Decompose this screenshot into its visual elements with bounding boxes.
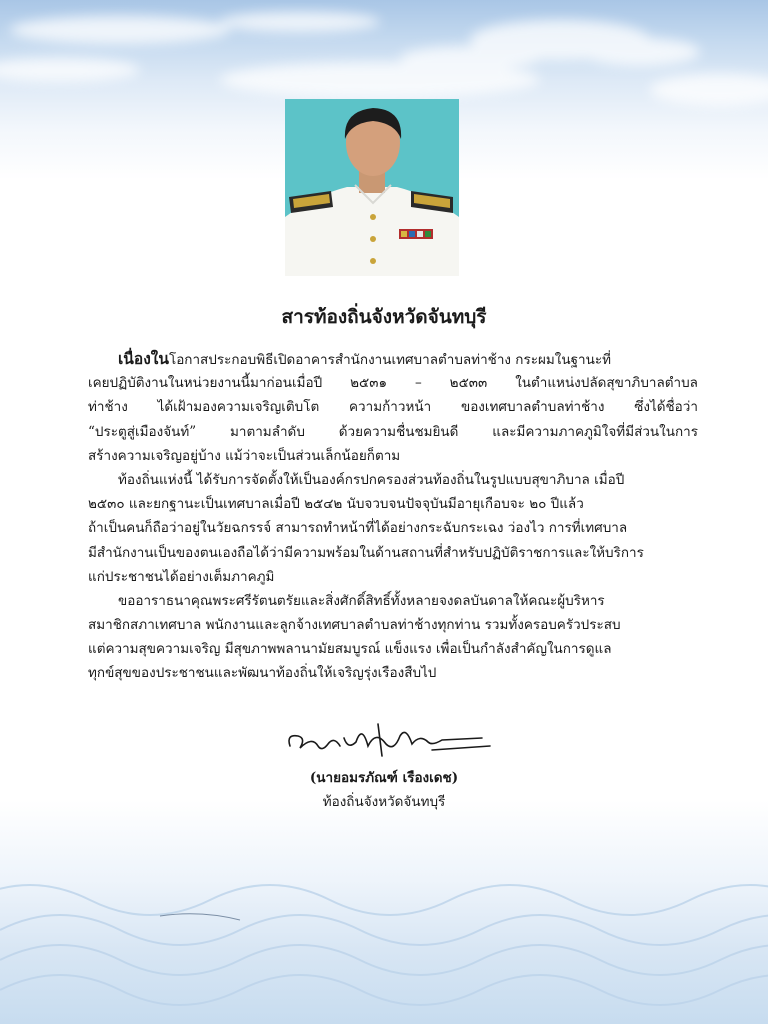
text-line: สร้างความเจริญอยู่บ้าง แม้ว่าจะเป็นส่วนเล็กน้อยก็ตาม [88,447,401,464]
text-line [88,371,698,395]
text-line: แก่ประชาชนได้อย่างเต็มภาคภูมิ [88,568,275,585]
word: – [414,375,422,392]
portrait-illustration [285,99,459,276]
word: ซึ่งได้ชื่อว่า [634,399,698,416]
signatory-name: (นายอมรภัณฑ์ เรืองเดช) [309,770,459,786]
word: ๒๕๓๓ [449,375,488,392]
text-line: ขออาราธนาคุณพระศรีรัตนตรัยและสิ่งศักดิ์สิทธิ์ทั้งหลายจงดลบันดาลให้คณะผู้บริหาร [118,592,605,609]
portrait-photo [285,99,459,276]
decorative-wave-background [0,840,768,1024]
text-line: ถ้าเป็นคนก็ถือว่าอยู่ในวัยฉกรรจ์ สามารถทำหน้าที่ได้อย่างกระฉับกระเฉง ว่องไว การที่เทศบาล [88,520,628,537]
word: ๒๕๓๑ [350,375,388,392]
word: “ประตูสู่เมืองจันท์” [88,423,197,440]
text-line: ท้องถิ่นแห่งนี้ ได้รับการจัดตั้งให้เป็นองค์กรปกครองส่วนท้องถิ่นในรูปแบบสุขาภิบาล เมื่อปี [118,471,625,488]
word: มาตามลำดับ [229,423,305,440]
signatory-position: ท้องถิ่นจังหวัดจันทบุรี [322,794,446,810]
handwritten-signature [282,716,496,760]
word: ความก้าวหน้า [349,399,432,416]
text-line [118,347,698,371]
text-line: แต่ความสุขความเจริญ มีสุขภาพพลานามัยสมบูรณ์ แข็งแรง เพื่อเป็นกำลังสำคัญในการดูแล [88,641,612,658]
text-line: ทุกข์สุขของประชาชนและพัฒนาท้องถิ่นให้เจริญรุ่งเรืองสืบไป [88,665,437,682]
word: ด้วยความชื่นชมยินดี [338,423,459,440]
word: ของเทศบาลตำบลท่าช้าง [460,399,605,416]
line-text: โอกาสประกอบพิธีเปิดอาคารสำนักงานเทศบาลตำบลท่าช้าง กระผมในฐานะที่ [168,352,611,368]
letter-body [88,347,698,686]
word: และมีความภาคภูมิใจที่มีส่วนในการ [492,423,698,440]
word: ได้เฝ้ามองความเจริญเติบโต [157,399,320,416]
document-title: สารท้องถิ่นจังหวัดจันทบุรี [281,306,487,328]
text-line: สมาชิกสภาเทศบาล พนักงานและลูกจ้างเทศบาลตำบลท่าช้างทุกท่าน รวมทั้งครอบครัวประสบ [88,617,621,634]
word: เคยปฏิบัติงานในหน่วยงานนี้มาก่อนเมื่อปี [88,375,323,392]
paragraph-1 [88,347,698,468]
text-line: มีสำนักงานเป็นของตนเองถือได้ว่ามีความพร้อมในด้านสถานที่สำหรับปฏิบัติราชการและให้บริการ [88,544,644,561]
text-line: ๒๕๓๐ และยกฐานะเป็นเทศบาลเมื่อปี ๒๕๔๒ นับจวบจนปัจจุบันมีอายุเกือบจะ ๒๐ ปีแล้ว [88,496,584,513]
word: ในตำแหน่งปลัดสุขาภิบาลตำบล [515,375,698,392]
lead-word: เนื่องใน [118,349,169,368]
word: ท่าช้าง [88,399,128,416]
text-line [88,395,698,419]
text-line [88,420,698,444]
paragraph-3 [88,589,698,686]
paragraph-2 [88,468,698,589]
